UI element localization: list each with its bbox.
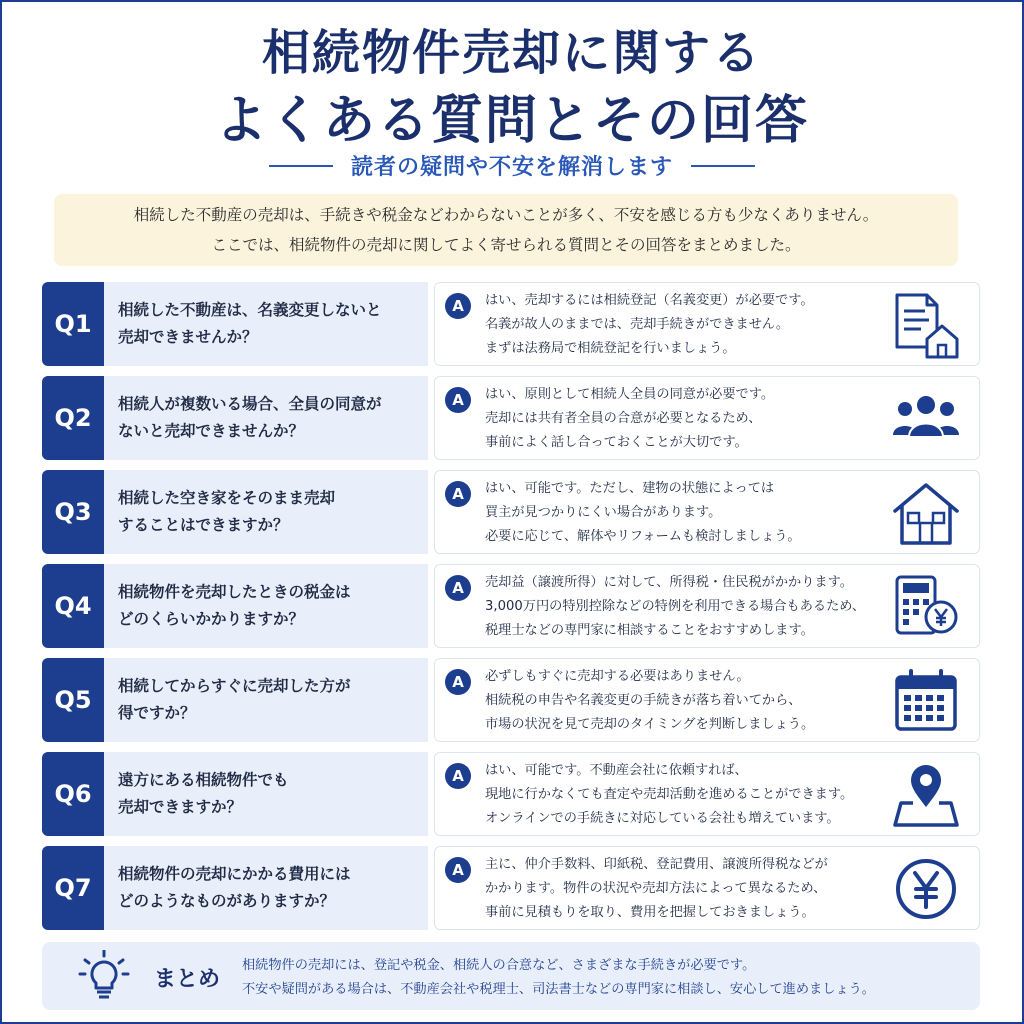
question-line: どのくらいかかりますか？ bbox=[118, 610, 305, 628]
calculator-yen-icon bbox=[891, 573, 961, 641]
question-line: 遠方にある相続物件でも bbox=[118, 771, 289, 789]
answer-text bbox=[485, 665, 895, 737]
document-house-icon bbox=[891, 291, 961, 359]
answer-badge: A bbox=[445, 575, 471, 601]
answer-line: 現地に行かなくても査定や売却活動を進めることができます。 bbox=[485, 787, 854, 802]
answer-card bbox=[434, 752, 980, 836]
page-title-line2: よくある質問とその回答 bbox=[214, 90, 809, 151]
summary-line: 相続物件の売却には、登記や税金、相続人の合意など、さまざまな手続きが必要です。 bbox=[242, 958, 756, 973]
subtitle-divider-right bbox=[691, 165, 755, 167]
answer-line: 税理士などの専門家に相談することをおすすめします。 bbox=[485, 623, 814, 638]
intro-box bbox=[54, 194, 958, 266]
answer-text bbox=[485, 289, 895, 361]
answer-card bbox=[434, 376, 980, 460]
qa-row-3 bbox=[42, 470, 980, 554]
answer-line: 相続税の申告や名義変更の手続きが落ち着いてから、 bbox=[485, 693, 802, 708]
question-text bbox=[104, 752, 428, 836]
question-text bbox=[104, 846, 428, 930]
question-line: 売却できませんか？ bbox=[118, 328, 258, 346]
answer-text bbox=[485, 759, 895, 831]
qa-row-7 bbox=[42, 846, 980, 930]
question-number: Q1 bbox=[42, 282, 104, 366]
answer-line: はい、売却するには相続登記（名義変更）が必要です。 bbox=[485, 293, 814, 308]
answer-line: 名義が故人のままでは、売却手続きができません。 bbox=[485, 317, 790, 332]
answer-line: 売却には共有者全員の合意が必要となるため、 bbox=[485, 411, 762, 426]
house-icon bbox=[891, 479, 961, 547]
question-line: 相続した空き家をそのまま売却 bbox=[118, 489, 336, 507]
answer-line: 必要に応じて、解体やリフォームも検討しましょう。 bbox=[485, 529, 801, 544]
people-group-icon bbox=[891, 385, 961, 453]
answer-badge: A bbox=[445, 387, 471, 413]
subtitle-divider-left bbox=[269, 165, 333, 167]
question-number: Q2 bbox=[42, 376, 104, 460]
question-text bbox=[104, 470, 428, 554]
intro-line-2: ここでは、相続物件の売却に関してよく寄せられる質問とその回答をまとめました。 bbox=[211, 236, 801, 254]
answer-badge: A bbox=[445, 293, 471, 319]
question-line: 相続人が複数いる場合、全員の同意が bbox=[118, 395, 382, 413]
answer-card bbox=[434, 846, 980, 930]
answer-text bbox=[485, 477, 895, 549]
answer-text bbox=[485, 853, 895, 925]
subtitle-row bbox=[0, 150, 1024, 181]
answer-card bbox=[434, 282, 980, 366]
qa-row-2 bbox=[42, 376, 980, 460]
summary-line: 不安や疑問がある場合は、不動産会社や税理士、司法書士などの専門家に相談し、安心して進めましょう。 bbox=[242, 982, 875, 997]
page-subtitle: 読者の疑問や不安を解消します bbox=[350, 155, 673, 180]
answer-badge: A bbox=[445, 669, 471, 695]
qa-row-6 bbox=[42, 752, 980, 836]
answer-line: まずは法務局で相続登記を行いましょう。 bbox=[485, 341, 736, 356]
answer-text bbox=[485, 383, 895, 455]
answer-badge: A bbox=[445, 857, 471, 883]
answer-line: かかります。物件の状況や売却方法によって異なるため、 bbox=[485, 881, 827, 896]
question-number: Q5 bbox=[42, 658, 104, 742]
answer-line: はい、可能です。不動産会社に依頼すれば、 bbox=[485, 763, 748, 778]
answer-card bbox=[434, 564, 980, 648]
question-line: 相続してからすぐに売却した方が bbox=[118, 677, 351, 695]
yen-coin-icon bbox=[891, 855, 961, 923]
answer-line: 3,000万円の特別控除などの特例を利用できる場合もあるため、 bbox=[485, 599, 866, 614]
answer-line: 事前によく話し合っておくことが大切です。 bbox=[485, 435, 748, 450]
question-number: Q7 bbox=[42, 846, 104, 930]
summary-text bbox=[242, 954, 875, 1002]
answer-line: オンラインでの手続きに対応している会社も増えています。 bbox=[485, 811, 840, 826]
qa-row-1 bbox=[42, 282, 980, 366]
question-line: 売却できますか？ bbox=[118, 798, 243, 816]
question-text bbox=[104, 564, 428, 648]
map-pin-icon bbox=[891, 761, 961, 829]
intro-line-1: 相続した不動産の売却は、手続きや税金などわからないことが多く、不安を感じる方も少なくありません。 bbox=[133, 206, 879, 224]
answer-badge: A bbox=[445, 763, 471, 789]
question-text bbox=[104, 282, 428, 366]
answer-card bbox=[434, 470, 980, 554]
question-line: ないと売却できませんか？ bbox=[118, 422, 305, 440]
question-text bbox=[104, 376, 428, 460]
question-line: 相続した不動産は、名義変更しないと bbox=[118, 301, 382, 319]
answer-line: 市場の状況を見て売却のタイミングを判断しましょう。 bbox=[485, 717, 815, 732]
question-number: Q6 bbox=[42, 752, 104, 836]
question-number: Q4 bbox=[42, 564, 104, 648]
answer-line: 買主が見つかりにくい場合があります。 bbox=[485, 505, 722, 520]
summary-label: まとめ bbox=[154, 967, 221, 992]
answer-line: 事前に見積もりを取り、費用を把握しておきましょう。 bbox=[485, 905, 815, 920]
qa-row-5 bbox=[42, 658, 980, 742]
question-line: 相続物件の売却にかかる費用には bbox=[118, 865, 351, 883]
qa-row-4 bbox=[42, 564, 980, 648]
answer-line: 必ずしもすぐに売却する必要はありません。 bbox=[485, 669, 750, 684]
calendar-icon bbox=[891, 667, 961, 735]
question-line: どのようなものがありますか？ bbox=[118, 892, 336, 910]
answer-line: はい、原則として相続人全員の同意が必要です。 bbox=[485, 387, 775, 402]
page-title-line1: 相続物件売却に関する bbox=[261, 25, 762, 81]
summary-box bbox=[42, 942, 980, 1010]
question-line: することはできますか？ bbox=[118, 516, 289, 534]
answer-line: 主に、仲介手数料、印紙税、登記費用、譲渡所得税などが bbox=[485, 857, 828, 872]
question-line: 得ですか？ bbox=[118, 704, 196, 722]
lightbulb-icon bbox=[78, 950, 130, 1002]
answer-line: はい、可能です。ただし、建物の状態によっては bbox=[485, 481, 775, 496]
answer-badge: A bbox=[445, 481, 471, 507]
question-number: Q3 bbox=[42, 470, 104, 554]
answer-line: 売却益（譲渡所得）に対して、所得税・住民税がかかります。 bbox=[485, 575, 853, 590]
answer-card bbox=[434, 658, 980, 742]
question-text bbox=[104, 658, 428, 742]
question-line: 相続物件を売却したときの税金は bbox=[118, 583, 351, 601]
answer-text bbox=[485, 571, 895, 643]
